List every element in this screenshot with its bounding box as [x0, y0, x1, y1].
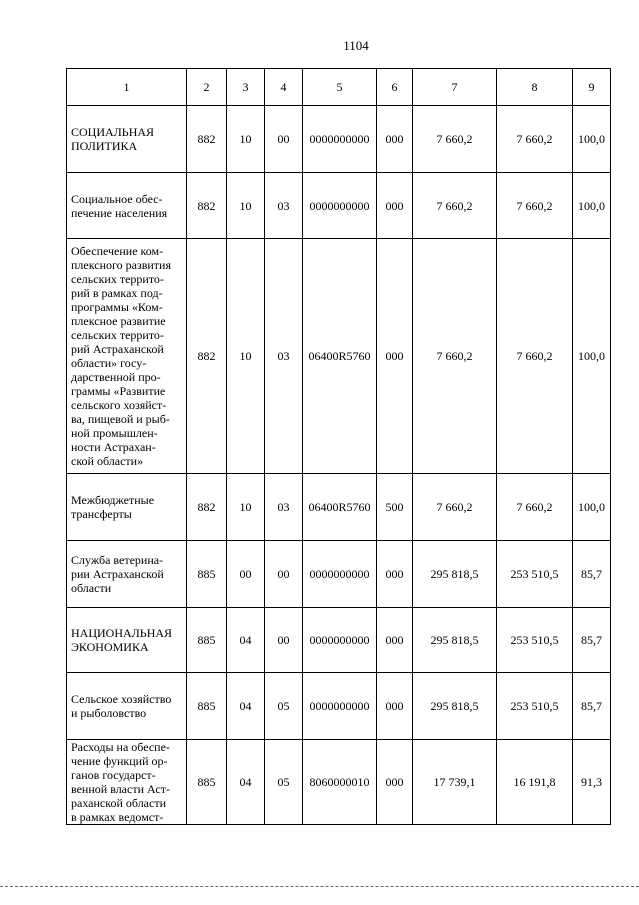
value-cell: 885 — [187, 673, 227, 740]
column-header: 7 — [413, 69, 497, 106]
value-cell: 882 — [187, 106, 227, 173]
value-cell: 885 — [187, 541, 227, 608]
value-cell: 85,7 — [573, 608, 611, 673]
column-header: 6 — [377, 69, 413, 106]
value-cell: 03 — [265, 173, 303, 239]
value-cell: 10 — [227, 474, 265, 541]
value-cell: 000 — [377, 608, 413, 673]
value-cell: 000 — [377, 106, 413, 173]
table-row — [67, 474, 611, 541]
value-cell: 7 660,2 — [413, 173, 497, 239]
row-label-cell: Служба ветерина- рии Астраханской области — [67, 541, 187, 608]
table-row — [67, 740, 611, 825]
column-header: 2 — [187, 69, 227, 106]
value-cell: 85,7 — [573, 541, 611, 608]
value-cell: 04 — [227, 673, 265, 740]
value-cell: 85,7 — [573, 673, 611, 740]
value-cell: 882 — [187, 474, 227, 541]
column-header: 4 — [265, 69, 303, 106]
value-cell: 00 — [227, 541, 265, 608]
row-label-cell: НАЦИОНАЛЬНАЯ ЭКОНОМИКА — [67, 608, 187, 673]
value-cell: 7 660,2 — [497, 239, 573, 474]
row-label-cell: Сельское хозяйство и рыболовство — [67, 673, 187, 740]
value-cell: 16 191,8 — [497, 740, 573, 825]
value-cell: 04 — [227, 740, 265, 825]
value-cell: 0000000000 — [303, 541, 377, 608]
value-cell: 000 — [377, 673, 413, 740]
value-cell: 10 — [227, 106, 265, 173]
value-cell: 10 — [227, 239, 265, 474]
value-cell: 253 510,5 — [497, 673, 573, 740]
value-cell: 03 — [265, 474, 303, 541]
value-cell: 295 818,5 — [413, 541, 497, 608]
value-cell: 100,0 — [573, 106, 611, 173]
value-cell: 7 660,2 — [413, 106, 497, 173]
table-row — [67, 608, 611, 673]
value-cell: 295 818,5 — [413, 608, 497, 673]
value-cell: 000 — [377, 740, 413, 825]
value-cell: 00 — [265, 608, 303, 673]
table-header-row — [67, 69, 611, 106]
budget-table — [66, 68, 611, 825]
value-cell: 253 510,5 — [497, 541, 573, 608]
value-cell: 06400R5760 — [303, 239, 377, 474]
row-label-cell: СОЦИАЛЬНАЯ ПОЛИТИКА — [67, 106, 187, 173]
table-row — [67, 541, 611, 608]
table-row — [67, 106, 611, 173]
value-cell: 100,0 — [573, 239, 611, 474]
column-header: 1 — [67, 69, 187, 106]
value-cell: 882 — [187, 173, 227, 239]
row-label-cell: Межбюджетные трансферты — [67, 474, 187, 541]
value-cell: 000 — [377, 173, 413, 239]
table-row — [67, 239, 611, 474]
value-cell: 10 — [227, 173, 265, 239]
value-cell: 885 — [187, 608, 227, 673]
value-cell: 0000000000 — [303, 106, 377, 173]
value-cell: 8060000010 — [303, 740, 377, 825]
page-bottom-divider — [0, 886, 639, 887]
value-cell: 05 — [265, 740, 303, 825]
value-cell: 0000000000 — [303, 673, 377, 740]
table-row — [67, 173, 611, 239]
column-header: 8 — [497, 69, 573, 106]
page-number: 1104 — [343, 38, 369, 53]
value-cell: 91,3 — [573, 740, 611, 825]
table-row — [67, 673, 611, 740]
column-header: 3 — [227, 69, 265, 106]
row-label-cell: Расходы на обеспе- чение функций ор- ганов государст- венной власти Аст- раханской области в рамках ведомст- — [67, 740, 187, 825]
value-cell: 885 — [187, 740, 227, 825]
value-cell: 03 — [265, 239, 303, 474]
value-cell: 0000000000 — [303, 173, 377, 239]
value-cell: 17 739,1 — [413, 740, 497, 825]
value-cell: 7 660,2 — [497, 106, 573, 173]
value-cell: 000 — [377, 541, 413, 608]
value-cell: 0000000000 — [303, 608, 377, 673]
row-label-cell: Социальное обес- печение населения — [67, 173, 187, 239]
value-cell: 00 — [265, 106, 303, 173]
value-cell: 05 — [265, 673, 303, 740]
value-cell: 7 660,2 — [497, 474, 573, 541]
value-cell: 295 818,5 — [413, 673, 497, 740]
value-cell: 000 — [377, 239, 413, 474]
row-label-cell: Обеспечение ком- плексного развития сельских террито- рий в рамках под- программы «Ком- плексное развитие сельских террито- рий Астраханской области» госу- дарственной про- граммы «Развитие сельского хозяйст- ва, пищевой и рыб- ной промышлен- ности Астрахан- ской области» — [67, 239, 187, 474]
value-cell: 253 510,5 — [497, 608, 573, 673]
value-cell: 00 — [265, 541, 303, 608]
value-cell: 882 — [187, 239, 227, 474]
value-cell: 7 660,2 — [497, 173, 573, 239]
column-header: 5 — [303, 69, 377, 106]
column-header: 9 — [573, 69, 611, 106]
value-cell: 100,0 — [573, 474, 611, 541]
value-cell: 100,0 — [573, 173, 611, 239]
value-cell: 04 — [227, 608, 265, 673]
value-cell: 7 660,2 — [413, 474, 497, 541]
value-cell: 7 660,2 — [413, 239, 497, 474]
value-cell: 06400R5760 — [303, 474, 377, 541]
value-cell: 500 — [377, 474, 413, 541]
